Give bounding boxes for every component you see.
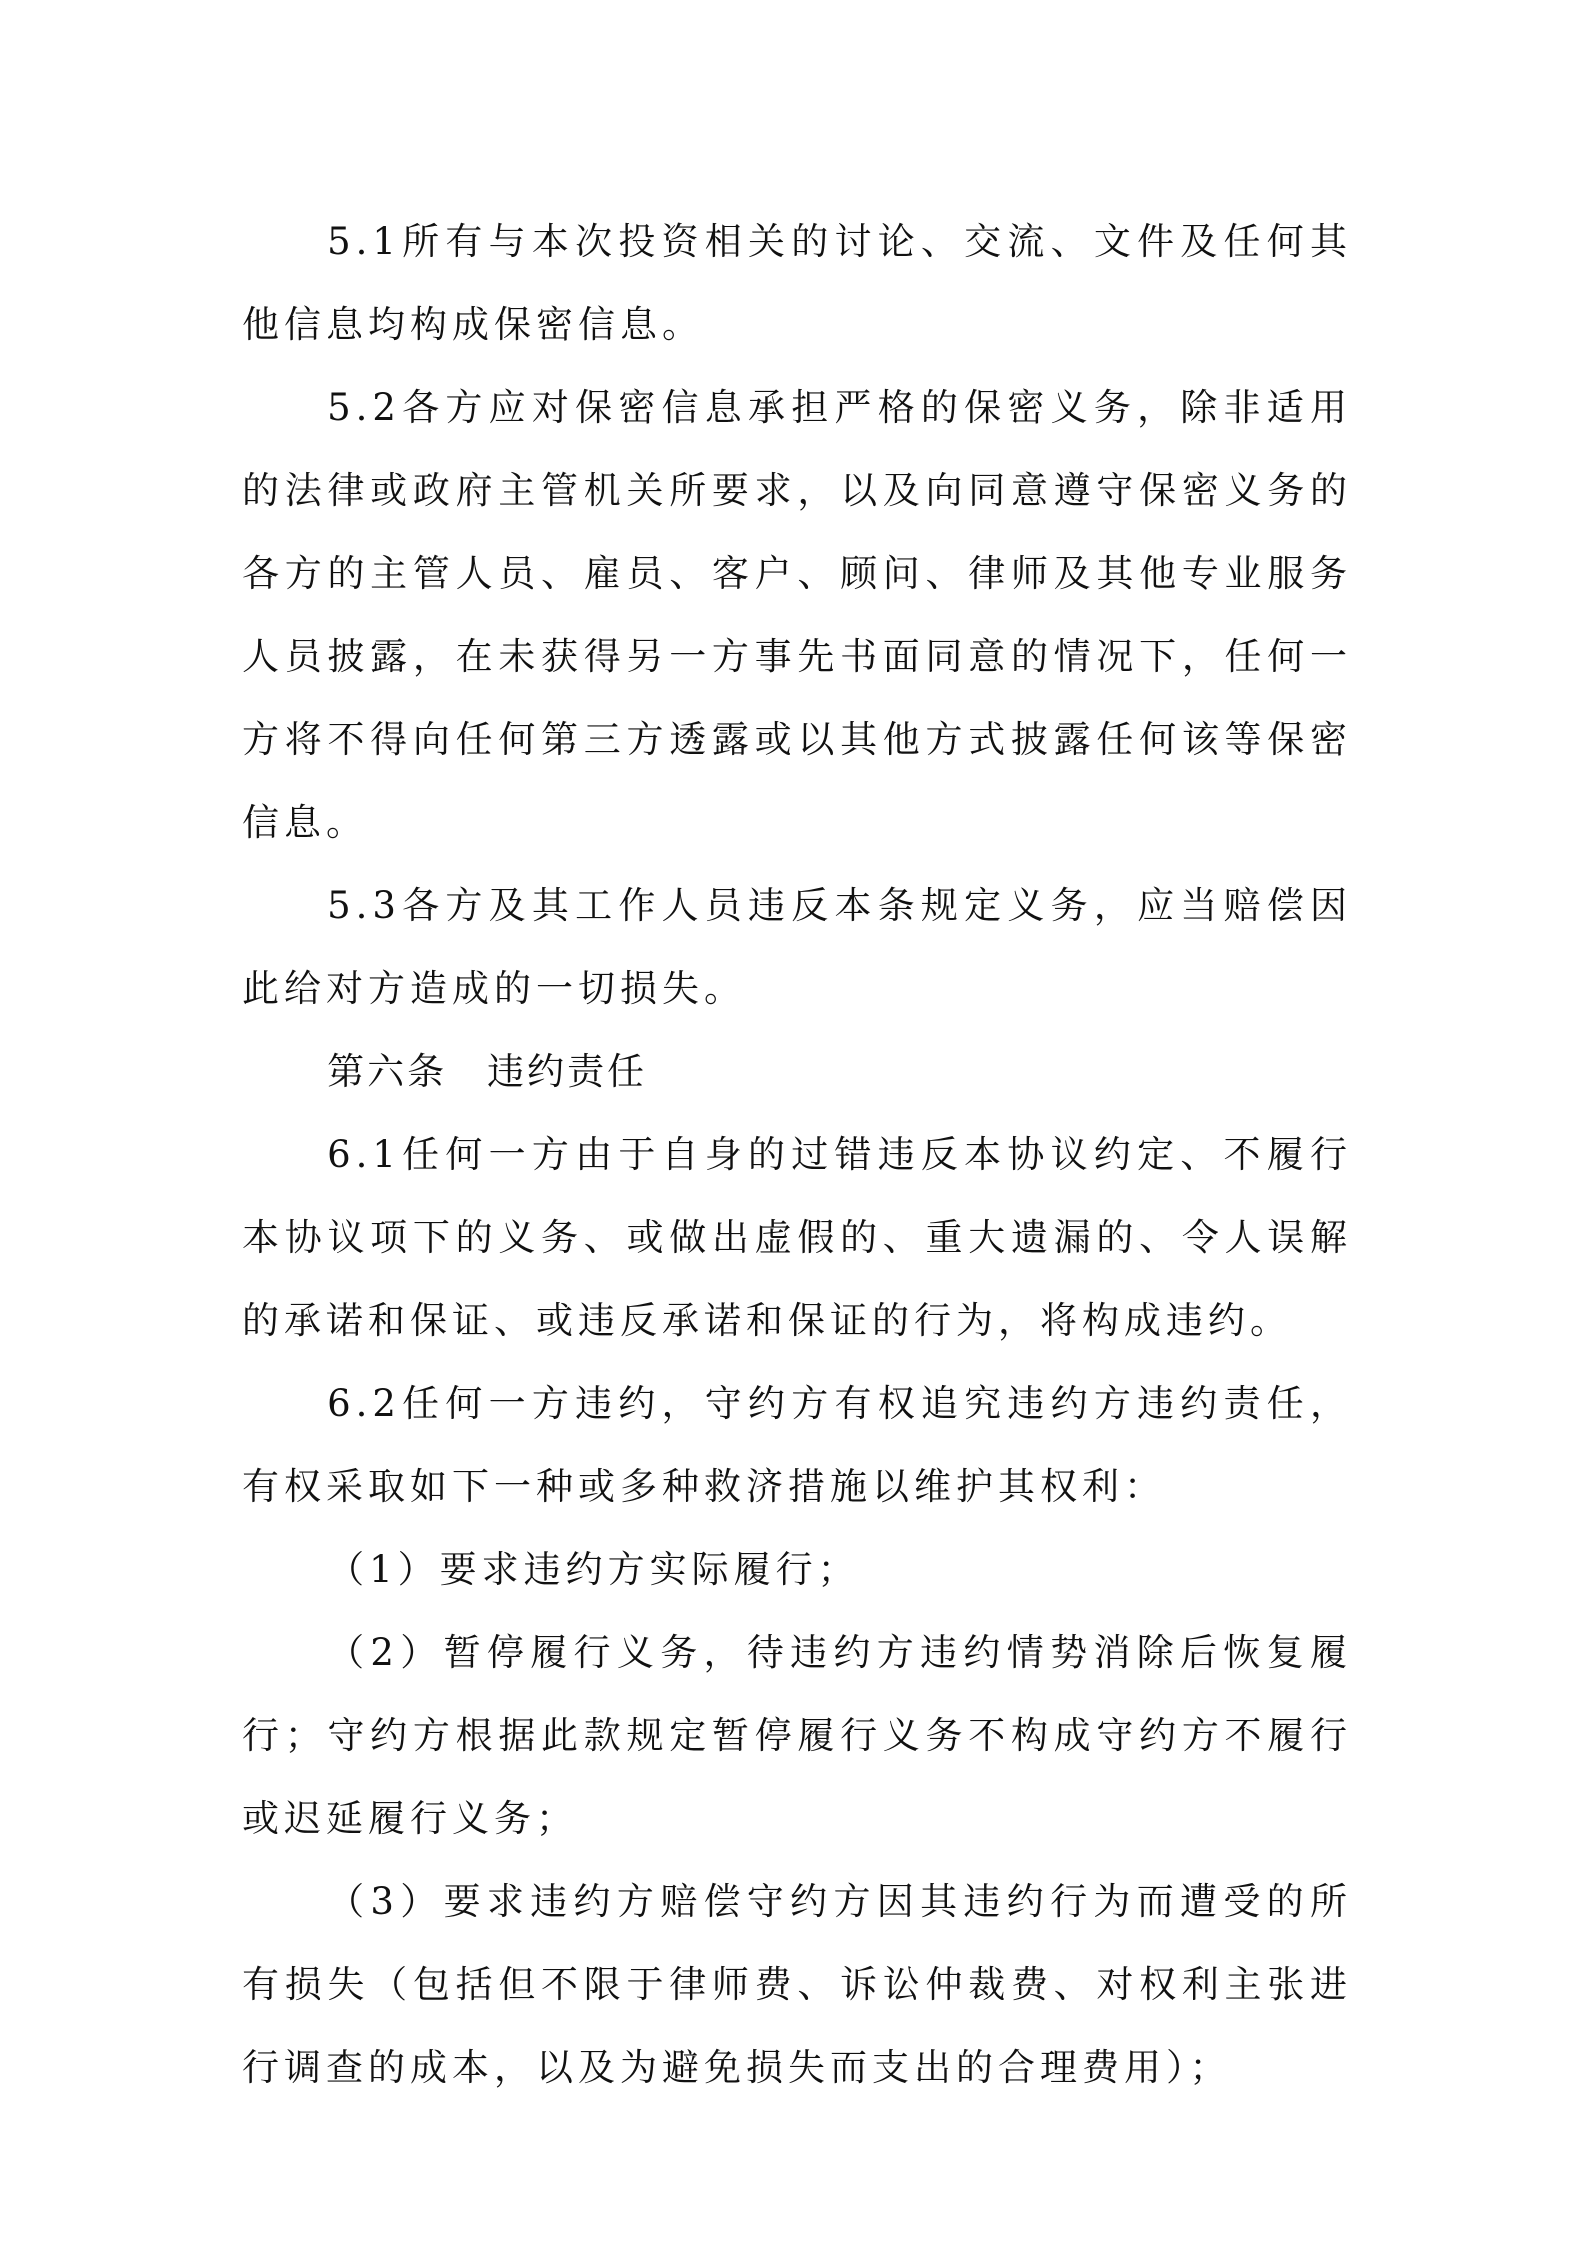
remedy-item-2: （2）暂停履行义务，待违约方违约情势消除后恢复履行；守约方根据此款规定暂停履行义务不构成守约方不履行或迟延履行义务； xyxy=(242,1631,1352,1840)
article-6-heading: 第六条 违约责任 xyxy=(327,1050,648,1093)
remedy-item-3: （3）要求违约方赔偿守约方因其违约行为而遭受的所有损失（包括但不限于律师费、诉讼仲裁费、对权利主张进行调查的成本，以及为避免损失而支出的合理费用）； xyxy=(242,1880,1352,2089)
clause-6-2: 6.2任何一方违约，守约方有权追究违约方违约责任，有权采取如下一种或多种救济措施以维护其权利： xyxy=(242,1382,1352,1508)
clause-6-1: 6.1任何一方由于自身的过错违反本协议约定、不履行本协议项下的义务、或做出虚假的、重大遗漏的、令人误解的承诺和保证、或违反承诺和保证的行为，将构成违约。 xyxy=(242,1133,1352,1342)
clause-5-2: 5.2各方应对保密信息承担严格的保密义务，除非适用的法律或政府主管机关所要求，以及向同意遵守保密义务的各方的主管人员、雇员、客户、顾问、律师及其他专业服务人员披露，在未获得另一方事先书面同意的情况下，任何一方将不得向任何第三方透露或以其他方式披露任何该等保密信息。 xyxy=(242,386,1352,844)
clause-5-1: 5.1所有与本次投资相关的讨论、交流、文件及任何其他信息均构成保密信息。 xyxy=(242,220,1352,346)
remedy-item-1: （1）要求违约方实际履行； xyxy=(327,1548,860,1591)
clause-5-3: 5.3各方及其工作人员违反本条规定义务，应当赔偿因此给对方造成的一切损失。 xyxy=(242,884,1352,1010)
